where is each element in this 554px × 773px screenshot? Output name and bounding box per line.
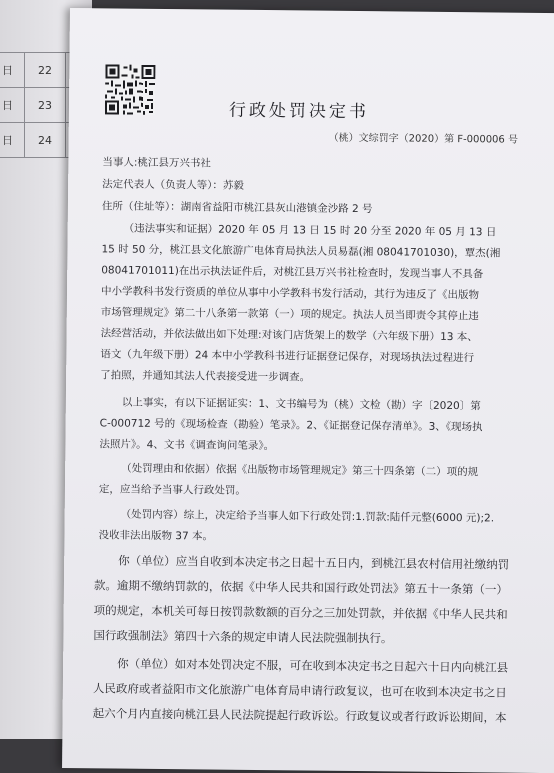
paragraph-line: 15 时 50 分，桃江县文化旅游广电体育局执法人员易磊(湘 08041701030)，覃杰(湘 (101, 243, 501, 260)
paragraph-line: 定，应当给予当事人行政处罚。 (98, 483, 247, 497)
paragraph-line: 语文（九年级下册）24 本中小学教科书进行证据登记保存，对现场执法过程进行 (100, 348, 475, 365)
paragraph-line: 法经营活动，并依法做出如下处理:对该门店货架上的数学（六年级下册）13 本、 (100, 327, 478, 344)
facts-paragraph (100, 218, 502, 390)
evidence-paragraph (99, 392, 500, 459)
row-number: 24 (25, 123, 66, 157)
paragraph-line: 以上事实，有以下证据证实：1、文书编号为（桃）文检（勘）字〔2020〕第 (121, 396, 481, 413)
row-label: 日 (0, 88, 25, 122)
paragraph-line: 你（单位）如对本处罚决定不服，可在收到本决定书之日起六十日内向桃江县 (117, 656, 509, 675)
row-number: 23 (25, 88, 66, 122)
reason-paragraph (99, 458, 499, 504)
paragraph-line: 了拍照，并通知其法人代表接受进一步调查。 (100, 369, 311, 384)
paragraph-line: 市场管理规定》第二十八条第一款第（一）项的规定。执法人员当即责令其停止违 (100, 306, 479, 323)
legal-representative-line: 法定代表人（负责人等）：苏毅 (102, 178, 244, 192)
appeal-paragraph (92, 651, 509, 730)
paragraph-line: 项的规定，本机关可每日按罚款数额的百分之三加处罚款，并依据《中华人民共和 (93, 603, 508, 622)
paragraph-line: 法照片》。4、文书《调查询问笔录》。 (99, 438, 275, 453)
paragraph-line: C-000712 号的《现场检查（勘验）笔录》。2、《证据登记保存清单》。3、《现场执 (99, 417, 483, 434)
paragraph-line: （处罚理由和依据）依据《出版物市场管理规定》第三十四条第（二）项的规 (121, 462, 479, 479)
row-label: 日 (0, 53, 25, 87)
document-number: （桃）文综罚字（2020）第 F-000006 号 (328, 132, 519, 146)
document-title: 行政处罚决定书 (228, 100, 370, 123)
paragraph-line: （违法事实和证据）2020 年 05 月 13 日 15 时 20 分至 2020 年 05 月 13 日 (123, 222, 497, 239)
paragraph-line: 国行政强制法》第四十六条的规定申请人民法院强制执行。 (93, 628, 393, 646)
payment-paragraph (93, 548, 510, 652)
paragraph-line: 没收非法出版物 37 本。 (98, 529, 214, 543)
party-line: 当事人:桃江县万兴书社 (102, 156, 211, 170)
paragraph-line: 中小学教科书发行资质的单位从事中小学教科书发行活动，其行为违反了《出版物 (100, 285, 480, 302)
paragraph-line: 人民政府或者益阳市文化旅游广电体育局申请行政复议，也可在收到本决定书之日 (92, 681, 507, 700)
paragraph-line: （处罚内容）综上，决定给予当事人如下行政处罚:1.罚款:陆仟元整(6000 元);2. (120, 508, 495, 525)
paragraph-line: 款。逾期不缴纳罚款的，依据《中华人民共和国行政处罚法》第五十一条第（一） (93, 578, 509, 597)
qr-code-icon (105, 64, 156, 115)
paragraph-line: 起六个月内直接向桃江县人民法院提起行政诉讼。行政复议或者行政诉讼期间，本 (92, 706, 507, 725)
row-label: 日 (0, 123, 25, 157)
penalty-paragraph (98, 504, 498, 550)
paragraph-line: 你（单位）应当自收到本决定书之日起十五日内，到桃江县农村信用社缴纳罚 (118, 553, 510, 572)
row-number: 22 (25, 53, 66, 87)
paragraph-line: 08041701011)在出示执法证件后，对桃江县万兴书社检查时，发现当事人不具备 (101, 264, 484, 281)
decision-document-page (62, 8, 554, 773)
address-line: 住所（住址等）：湖南省益阳市桃江县灰山港镇金沙路 2 号 (101, 200, 373, 216)
